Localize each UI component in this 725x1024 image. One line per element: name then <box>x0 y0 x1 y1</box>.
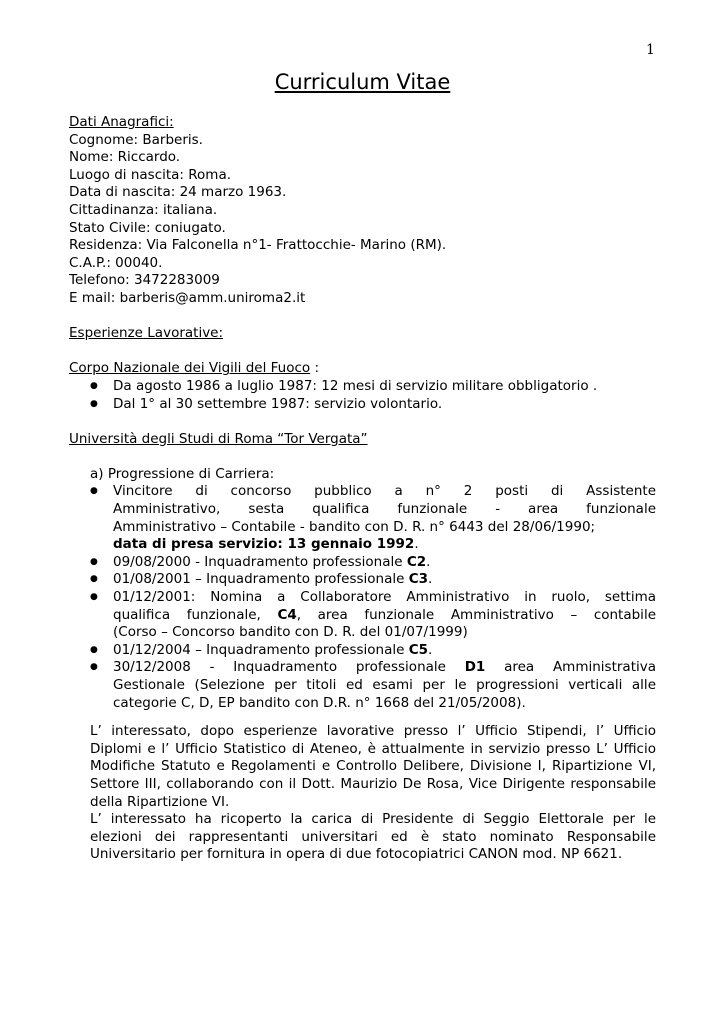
personal-line-birthdate: Data di nascita: 24 marzo 1963. <box>69 184 287 201</box>
career-item-6-pre: 30/12/2008 - Inquadramento professionale <box>113 659 465 676</box>
personal-line-email: E mail: barberis@amm.uniroma2.it <box>69 289 306 306</box>
vigili-list <box>69 378 656 413</box>
career-item-3-text: 01/08/2001 – Inquadramento professionale <box>113 571 409 588</box>
career-item-4-line-1: ● 01/12/2001: Nomina a Collaboratore Amministrativo in ruolo, settima <box>113 589 656 606</box>
cv-content <box>69 114 656 864</box>
career-item-4-pre: qualifica funzionale, <box>113 606 278 623</box>
personal-line-citizenship: Cittadinanza: italiana. <box>69 201 218 218</box>
career-item-4 <box>90 589 656 642</box>
personal-line-cap: C.A.P.: 00040. <box>69 254 163 271</box>
career-item-3-level: C3 <box>408 571 429 588</box>
career-item-5-text: 01/12/2004 – Inquadramento professionale <box>113 641 409 658</box>
paragraph-current-role: L’ interessato, dopo esperienze lavorative presso l’ Ufficio Stipendi, l’ Ufficio Diplomi e l’ Ufficio Statistico di Ateneo, è attualmente in servizio presso L’ Ufficio Modifiche Statuto e Regolamenti e Controllo Delibere, Divisione I, Ripartizione VI, Settore III, collaborando con il Dott. Maurizio De Rosa, Vice Dirigente responsabile della Ripartizione VI. <box>90 723 656 810</box>
career-list <box>69 483 656 712</box>
career-item-1-line-1: ● Vincitore di concorso pubblico a n° 2 posti di Assistente <box>113 483 656 500</box>
career-item-1-line-3: Amministrativo – Contabile - bandito con D. R. n° 6443 del 28/06/1990; <box>113 518 596 535</box>
career-item-1 <box>90 483 656 553</box>
punctuation: . <box>428 571 433 588</box>
career-item-6-level: D1 <box>464 659 486 676</box>
career-item-4-line-2 <box>113 607 656 625</box>
list-item: ● Dal 1° al 30 settembre 1987: servizio volontario. <box>69 396 656 414</box>
page-number: 1 <box>646 42 655 58</box>
page-title: Curriculum Vitae <box>274 70 451 94</box>
punctuation: . <box>426 553 431 570</box>
career-item-5 <box>90 642 656 660</box>
vigili-heading-suffix: : <box>310 360 320 377</box>
career-item-3 <box>90 571 656 589</box>
paragraph-other-roles: L’ interessato ha ricoperto la carica di Presidente di Seggio Elettorale per le elezioni dei rappresentanti universitari ed è stato nominato Responsabile Universitario per fornitura in opera di due fotocopiatrici CANON mod. NP 6621. <box>90 811 656 863</box>
university-heading: Università degli Studi di Roma “Tor Vergata” <box>69 430 368 447</box>
career-item-6-post: area Amministrativa <box>485 659 656 676</box>
personal-heading: Dati Anagrafici: <box>69 114 174 130</box>
career-item-2 <box>90 554 656 572</box>
career-item-5-level: C5 <box>408 641 429 658</box>
vigili-heading <box>69 360 656 378</box>
personal-line-surname: Cognome: Barberis. <box>69 131 203 148</box>
career-item-2-level: C2 <box>406 553 427 570</box>
personal-line-phone: Telefono: 3472283009 <box>69 272 220 289</box>
personal-line-birthplace: Luogo di nascita: Roma. <box>69 166 232 183</box>
punctuation: . <box>414 536 419 553</box>
career-item-1-line-2: Amministrativo, sesta qualifica funzionale - area funzionale <box>113 501 656 518</box>
experience-heading: Esperienze Lavorative: <box>69 325 224 342</box>
career-item-1-line-4 <box>113 536 656 554</box>
list-item: ● Da agosto 1986 a luglio 1987: 12 mesi di servizio militare obbligatorio . <box>69 378 656 396</box>
career-item-6-line-1 <box>113 659 656 677</box>
vigili-heading-text: Corpo Nazionale dei Vigili del Fuoco <box>69 360 311 377</box>
personal-line-name: Nome: Riccardo. <box>69 149 181 166</box>
career-item-6-rest: Gestionale (Selezione per titoli ed esami per le progressioni verticali alle categorie C, D, EP bandito con D.R. n° 1668 del 21/05/2008). <box>113 677 656 711</box>
career-subheading: a) Progressione di Carriera: <box>90 465 275 482</box>
career-item-4-line-3: (Corso – Concorso bandito con D. R. del 01/07/1999) <box>113 624 468 641</box>
career-item-2-text: 09/08/2000 - Inquadramento professionale <box>113 553 407 570</box>
career-item-6 <box>90 659 656 712</box>
start-date-bold: data di presa servizio: 13 gennaio 1992 <box>113 536 415 553</box>
personal-line-civil-status: Stato Civile: coniugato. <box>69 219 226 236</box>
career-item-4-post: , area funzionale Amministrativo – contabile <box>296 606 656 623</box>
career-item-4-level: C4 <box>277 606 297 623</box>
punctuation: . <box>428 641 433 658</box>
personal-line-residence: Residenza: Via Falconella n°1- Frattocchie- Marino (RM). <box>69 237 447 254</box>
